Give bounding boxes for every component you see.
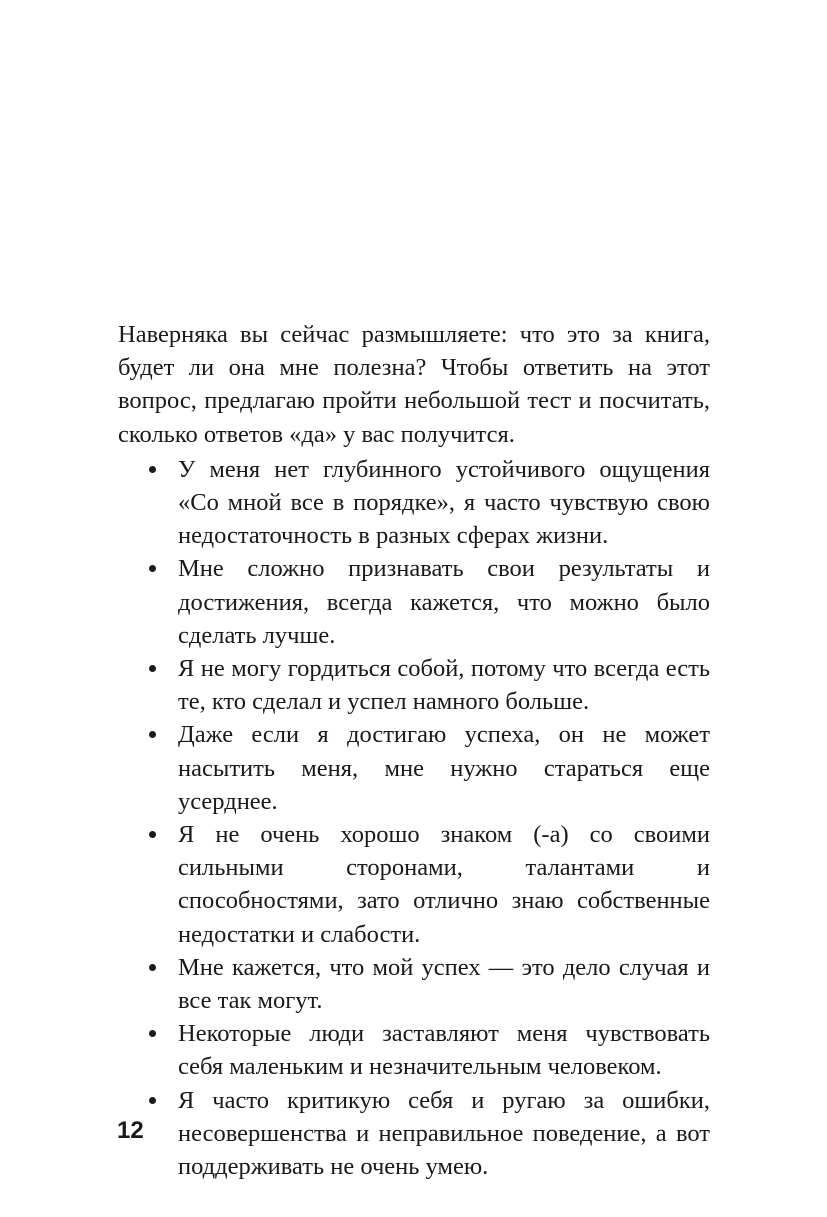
list-item-text: Мне кажется, что мой успех — это дело случая и все так могут. — [178, 953, 710, 1015]
bullet-icon — [149, 831, 156, 838]
bullet-icon — [149, 665, 156, 672]
list-item — [118, 552, 710, 652]
bullet-icon — [149, 964, 156, 971]
list-item-text: Я не очень хорошо знаком (-а) со своими сильными сторонами, талантами и способностями, зато отлично знаю собственные недостатки и слабости. — [178, 821, 710, 948]
list-item-text: Некоторые люди заставляют меня чувствовать себя маленьким и незначительным человеком. — [178, 1020, 710, 1081]
list-item-text: Мне сложно признавать свои результаты и достижения, всегда кажется, что можно было сделать лучше. — [178, 555, 710, 649]
bullet-icon — [149, 466, 156, 473]
list-item-text: У меня нет глубинного устойчивого ощущения «Со мной все в порядке», я часто чувствую свою недостаточность в разных сферах жизни. — [178, 455, 710, 550]
list-item-text: Даже если я достигаю успеха, он не может насытить меня, мне нужно стараться еще усерднее. — [178, 721, 710, 815]
bullet-icon — [149, 565, 156, 572]
bullet-icon — [149, 1030, 156, 1037]
list-item-text: Я не могу гордиться собой, потому что всегда есть те, кто сделал и успел намного больше. — [178, 655, 710, 716]
bullet-icon — [149, 1097, 156, 1104]
list-item-text: Я часто критикую себя и ругаю за ошибки, несовершенства и неправильное поведение, а вот поддерживать не очень умею. — [178, 1086, 710, 1181]
list-item — [118, 951, 710, 1017]
self-test-list — [118, 453, 710, 1183]
intro-paragraph: Наверняка вы сейчас размышляете: что это за книга, будет ли она мне полезна? Чтобы ответить на этот вопрос, предлагаю пройти небольшой тест и посчитать, сколько ответов «да» у вас получится. — [118, 321, 710, 448]
list-item — [118, 718, 710, 818]
bullet-icon — [149, 731, 156, 738]
list-item — [118, 1084, 710, 1184]
list-item — [118, 453, 710, 553]
list-item — [118, 652, 710, 718]
page-body — [118, 318, 710, 1183]
list-item — [118, 818, 710, 951]
list-item — [118, 1017, 710, 1083]
page-number: 12 — [117, 1117, 144, 1144]
